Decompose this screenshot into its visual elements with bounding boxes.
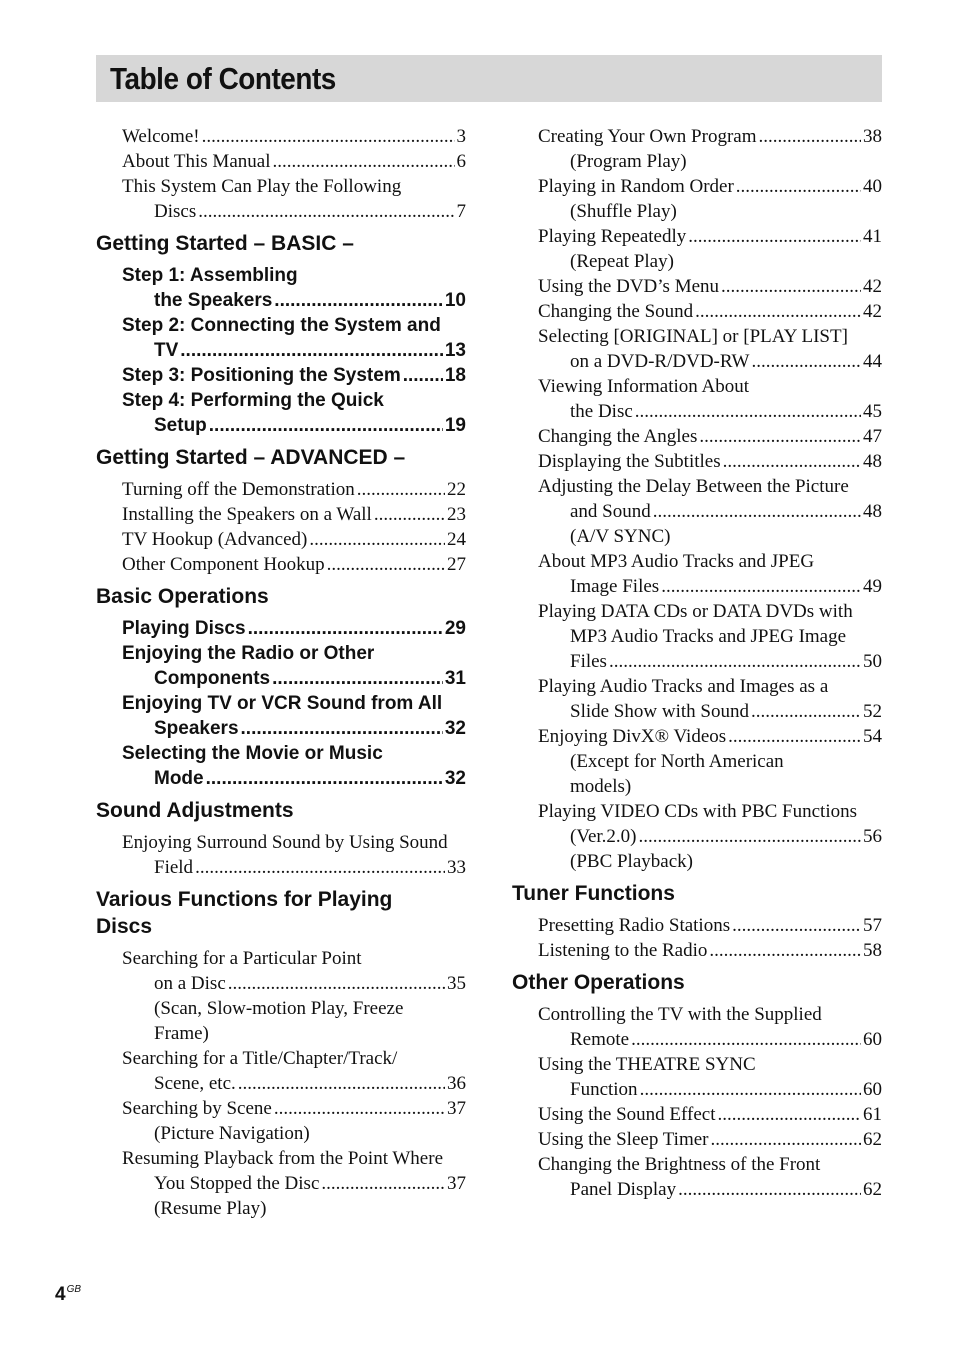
toc-entry-page: 52 xyxy=(863,701,882,722)
dot-leader xyxy=(309,527,445,552)
dot-leader xyxy=(228,971,445,996)
toc-column-left xyxy=(96,124,466,1221)
dot-leader xyxy=(403,363,443,388)
dot-leader xyxy=(751,699,861,724)
toc-entry xyxy=(538,274,882,299)
toc-entry-line xyxy=(538,1102,882,1127)
toc-entry-line xyxy=(538,124,882,149)
dot-leader xyxy=(640,1077,861,1102)
toc-entry-line xyxy=(122,149,466,174)
toc-entry-note: (Except for North American xyxy=(570,751,784,772)
toc-entry-title: Playing VIDEO CDs with PBC Functions xyxy=(538,801,857,822)
toc-entry xyxy=(122,263,466,313)
toc-group-tuner-functions xyxy=(538,913,882,963)
toc-entry-title: Enjoying DivX® Videos xyxy=(538,726,727,747)
toc-entry-line xyxy=(538,724,882,749)
toc-entry-note: (Picture Navigation) xyxy=(154,1123,310,1144)
dot-leader xyxy=(327,552,445,577)
section-heading-other-operations: Other Operations xyxy=(512,971,685,994)
toc-entry-title: Playing Discs xyxy=(122,618,246,639)
toc-entry xyxy=(538,1052,882,1102)
toc-entry-line xyxy=(538,349,882,374)
toc-entry-note: (A/V SYNC) xyxy=(570,526,671,547)
toc-entry-line xyxy=(122,527,466,552)
toc-entry-line xyxy=(122,552,466,577)
toc-entry-title: TV Hookup (Advanced) xyxy=(122,529,308,550)
dot-leader xyxy=(241,716,443,741)
dot-leader xyxy=(631,1027,861,1052)
toc-entry-title: Changing the Angles xyxy=(538,426,698,447)
toc-entry-page: 29 xyxy=(444,618,466,639)
toc-entry-note: (Repeat Play) xyxy=(570,251,674,272)
toc-entry-line xyxy=(122,1171,466,1196)
toc-entry xyxy=(538,724,882,799)
dot-leader xyxy=(180,338,443,363)
dot-leader xyxy=(710,1127,861,1152)
dot-leader xyxy=(688,224,861,249)
section-heading-advanced: Getting Started – ADVANCED – xyxy=(96,446,406,469)
toc-group-various-functions xyxy=(122,946,466,1221)
toc-entry-page: 45 xyxy=(863,401,882,422)
toc-entry xyxy=(122,830,466,880)
toc-entry xyxy=(122,124,466,149)
dot-leader xyxy=(609,649,861,674)
dot-leader xyxy=(661,574,861,599)
toc-entry-title: Resuming Playback from the Point Where xyxy=(122,1148,444,1169)
toc-entry xyxy=(122,527,466,552)
toc-entry xyxy=(122,313,466,363)
toc-entry-title: the Disc xyxy=(570,401,633,422)
toc-entry-line xyxy=(122,616,466,641)
toc-entry-page: 48 xyxy=(863,501,882,522)
section-heading-sound-adjustments: Sound Adjustments xyxy=(96,799,294,822)
toc-group-various-functions-continued xyxy=(538,124,882,874)
toc-entry-title: Changing the Brightness of the Front xyxy=(538,1154,821,1175)
dot-leader xyxy=(721,274,861,299)
toc-entry-title: Viewing Information About xyxy=(538,376,749,397)
toc-entry xyxy=(538,374,882,424)
section-heading-basic-operations: Basic Operations xyxy=(96,585,269,608)
dot-leader xyxy=(357,477,445,502)
toc-entry-page: 61 xyxy=(863,1104,882,1125)
toc-entry-title: Selecting [ORIGINAL] or [PLAY LIST] xyxy=(538,326,848,347)
toc-entry xyxy=(538,1152,882,1202)
toc-entry-title: Mode xyxy=(154,768,204,789)
title-bar xyxy=(96,55,882,102)
toc-entry xyxy=(538,913,882,938)
toc-entry-title: Displaying the Subtitles xyxy=(538,451,721,472)
page-number-suffix: GB xyxy=(66,1284,82,1295)
toc-entry-page: 49 xyxy=(863,576,882,597)
toc-entry-page: 56 xyxy=(863,826,882,847)
dot-leader xyxy=(718,1102,862,1127)
toc-entry xyxy=(538,299,882,324)
toc-entry xyxy=(538,599,882,674)
toc-entry-title: Changing the Sound xyxy=(538,301,694,322)
toc-entry xyxy=(538,324,882,374)
section-heading-various-line2: Discs xyxy=(96,915,153,938)
toc-entry-line xyxy=(538,1027,882,1052)
toc-entry-page: 35 xyxy=(447,973,466,994)
toc-entry-title: Enjoying Surround Sound by Using Sound xyxy=(122,832,448,853)
dot-leader xyxy=(699,424,861,449)
toc-entry-page: 50 xyxy=(863,651,882,672)
toc-entry-page: 48 xyxy=(863,451,882,472)
toc-entry-line xyxy=(122,766,466,791)
toc-entry-page: 6 xyxy=(456,151,466,172)
toc-entry-page: 60 xyxy=(863,1079,882,1100)
toc-entry-line xyxy=(538,1177,882,1202)
toc-entry-title: Searching for a Particular Point xyxy=(122,948,362,969)
toc-entry-title: Setup xyxy=(154,415,207,436)
toc-entry-page: 31 xyxy=(444,668,466,689)
dot-leader xyxy=(678,1177,861,1202)
dot-leader xyxy=(206,766,443,791)
toc-entry-title: Creating Your Own Program xyxy=(538,126,757,147)
toc-entry-line xyxy=(122,666,466,691)
dot-leader xyxy=(723,449,861,474)
toc-entry-line xyxy=(538,499,882,524)
toc-entry-note: (Resume Play) xyxy=(154,1198,267,1219)
toc-entry xyxy=(538,799,882,874)
toc-entry-title: Adjusting the Delay Between the Picture xyxy=(538,476,849,497)
page-number xyxy=(55,1284,81,1306)
toc-entry-title: Playing DATA CDs or DATA DVDs with xyxy=(538,601,853,622)
toc-entry-line xyxy=(122,199,466,224)
toc-entry xyxy=(122,641,466,691)
dot-leader xyxy=(198,199,454,224)
toc-entry xyxy=(538,549,882,599)
dot-leader xyxy=(374,502,445,527)
page-number-value: 4 xyxy=(55,1284,66,1305)
toc-entry-title: the Speakers xyxy=(154,290,273,311)
toc-entry-title: Searching for a Title/Chapter/Track/ xyxy=(122,1048,398,1069)
toc-entry-title: on a Disc xyxy=(154,973,226,994)
dot-leader xyxy=(759,124,862,149)
dot-leader xyxy=(274,288,443,313)
toc-entry-page: 41 xyxy=(863,226,882,247)
dot-leader xyxy=(751,349,861,374)
toc-entry-title: Field xyxy=(154,857,194,878)
toc-entry-page: 58 xyxy=(863,940,882,961)
toc-entry-page: 33 xyxy=(447,857,466,878)
toc-entry-title: Enjoying TV or VCR Sound from All xyxy=(122,693,443,714)
toc-entry-note: (Shuffle Play) xyxy=(570,201,677,222)
toc-entry-title: Enjoying the Radio or Other xyxy=(122,643,375,664)
toc-entry xyxy=(538,424,882,449)
toc-entry-line xyxy=(122,716,466,741)
toc-entry-title: TV xyxy=(154,340,179,361)
dot-leader xyxy=(736,174,861,199)
toc-entry xyxy=(122,1046,466,1096)
toc-entry-page: 13 xyxy=(444,340,466,361)
dot-leader xyxy=(638,824,861,849)
toc-entry-line xyxy=(538,824,882,849)
toc-entry-title: Presetting Radio Stations xyxy=(538,915,731,936)
section-heading-tuner-functions: Tuner Functions xyxy=(512,882,675,905)
toc-entry-page: 3 xyxy=(456,126,466,147)
toc-entry-note: (Scan, Slow-motion Play, Freeze xyxy=(154,998,404,1019)
toc-entry-title: Playing Repeatedly xyxy=(538,226,687,247)
toc-entry xyxy=(538,938,882,963)
section-heading-various-functions xyxy=(96,886,466,940)
toc-entry-page: 60 xyxy=(863,1029,882,1050)
toc-entry xyxy=(122,477,466,502)
toc-entry xyxy=(538,1102,882,1127)
toc-entry-line xyxy=(122,413,466,438)
toc-entry xyxy=(538,1127,882,1152)
toc-entry-line xyxy=(538,399,882,424)
toc-entry-title: Scene, etc. xyxy=(154,1073,236,1094)
toc-entry-page: 42 xyxy=(863,301,882,322)
toc-entry-page: 62 xyxy=(863,1179,882,1200)
toc-entry-line xyxy=(538,299,882,324)
toc-entry-title: Using the DVD’s Menu xyxy=(538,276,720,297)
toc-entry-title: Searching by Scene xyxy=(122,1098,272,1119)
toc-entry-line xyxy=(538,649,882,674)
toc-entry-title: Step 2: Connecting the System and xyxy=(122,315,441,336)
toc-entry-line xyxy=(122,1071,466,1096)
toc-entry-line xyxy=(538,174,882,199)
toc-group-intro xyxy=(122,124,466,224)
toc-entry xyxy=(538,474,882,549)
toc-entry-line xyxy=(122,502,466,527)
dot-leader xyxy=(709,938,861,963)
toc-entry-title: Step 1: Assembling xyxy=(122,265,298,286)
toc-entry-title: Using the Sound Effect xyxy=(538,1104,716,1125)
toc-entry-title: Playing in Random Order xyxy=(538,176,734,197)
toc-entry-title: Other Component Hookup xyxy=(122,554,325,575)
toc-entry-continuation: MP3 Audio Tracks and JPEG Image xyxy=(570,626,847,647)
toc-group-other-operations xyxy=(538,1002,882,1202)
toc-entry-title: Using the THEATRE SYNC xyxy=(538,1054,756,1075)
toc-entry-title: You Stopped the Disc xyxy=(154,1173,320,1194)
toc-entry-page: 23 xyxy=(447,504,466,525)
toc-entry-line xyxy=(122,124,466,149)
toc-entry-title: on a DVD-R/DVD-RW xyxy=(570,351,750,372)
toc-entry-title: Components xyxy=(154,668,271,689)
toc-entry-line xyxy=(538,274,882,299)
toc-entry xyxy=(122,363,466,388)
toc-entry-line xyxy=(122,338,466,363)
toc-entry-page: 62 xyxy=(863,1129,882,1150)
section-heading-basic: Getting Started – BASIC – xyxy=(96,232,354,255)
toc-entry xyxy=(122,149,466,174)
toc-entry-page: 37 xyxy=(447,1173,466,1194)
toc-entry xyxy=(122,741,466,791)
toc-entry-page: 44 xyxy=(863,351,882,372)
toc-entry-title: Image Files xyxy=(570,576,660,597)
toc-entry-note: models) xyxy=(570,776,632,797)
toc-entry-page: 24 xyxy=(447,529,466,550)
toc-entry-title: Installing the Speakers on a Wall xyxy=(122,504,372,525)
toc-entry xyxy=(122,174,466,224)
dot-leader xyxy=(238,1071,445,1096)
toc-entry-page: 32 xyxy=(444,718,466,739)
dot-leader xyxy=(272,149,454,174)
toc-entry-title: Playing Audio Tracks and Images as a xyxy=(538,676,829,697)
toc-entry-title: Function xyxy=(570,1079,638,1100)
toc-entry-title: Listening to the Radio xyxy=(538,940,708,961)
toc-entry-title: This System Can Play the Following xyxy=(122,176,402,197)
toc-entry xyxy=(122,552,466,577)
toc-entry-page: 10 xyxy=(444,290,466,311)
toc-entry-line xyxy=(538,449,882,474)
toc-entry xyxy=(122,691,466,741)
toc-entry-line xyxy=(122,288,466,313)
toc-entry-line xyxy=(538,913,882,938)
toc-group-basic xyxy=(122,263,466,438)
toc-entry xyxy=(122,1096,466,1146)
toc-entry xyxy=(122,1146,466,1221)
toc-entry-page: 27 xyxy=(447,554,466,575)
toc-entry-line xyxy=(122,477,466,502)
toc-entry-note: Frame) xyxy=(154,1023,209,1044)
toc-entry-title: About MP3 Audio Tracks and JPEG xyxy=(538,551,815,572)
toc-entry-title: Panel Display xyxy=(570,1179,677,1200)
toc-entry-line xyxy=(122,855,466,880)
toc-entry-page: 54 xyxy=(863,726,882,747)
dot-leader xyxy=(202,124,455,149)
toc-entry-line xyxy=(538,1077,882,1102)
toc-entry-page: 36 xyxy=(447,1073,466,1094)
toc-entry-title: About This Manual xyxy=(122,151,271,172)
toc-entry-title: Discs xyxy=(154,201,197,222)
toc-entry-title: (Ver.2.0) xyxy=(570,826,637,847)
toc-entry-title: Remote xyxy=(570,1029,630,1050)
dot-leader xyxy=(728,724,861,749)
toc-entry-page: 7 xyxy=(456,201,466,222)
toc-entry-line xyxy=(538,938,882,963)
toc-entry-page: 38 xyxy=(863,126,882,147)
toc-entry-line xyxy=(122,971,466,996)
toc-entry-page: 40 xyxy=(863,176,882,197)
toc-entry-title: Step 4: Performing the Quick xyxy=(122,390,384,411)
toc-entry-page: 19 xyxy=(444,415,466,436)
toc-entry-page: 18 xyxy=(444,365,466,386)
toc-entry-page: 57 xyxy=(863,915,882,936)
toc-entry xyxy=(538,174,882,224)
toc-entry-page: 42 xyxy=(863,276,882,297)
toc-entry-title: Controlling the TV with the Supplied xyxy=(538,1004,822,1025)
dot-leader xyxy=(732,913,861,938)
toc-entry-note: (Program Play) xyxy=(570,151,687,172)
toc-group-basic-operations xyxy=(122,616,466,791)
dot-leader xyxy=(195,855,445,880)
toc-entry xyxy=(538,449,882,474)
dot-leader xyxy=(248,616,443,641)
toc-entry xyxy=(122,388,466,438)
toc-entry-line xyxy=(538,224,882,249)
toc-entry-title: Speakers xyxy=(154,718,239,739)
toc-entry-page: 22 xyxy=(447,479,466,500)
toc-entry-title: Using the Sleep Timer xyxy=(538,1129,709,1150)
toc-entry-line xyxy=(538,1127,882,1152)
toc-entry xyxy=(122,502,466,527)
section-heading-various-line1: Various Functions for Playing xyxy=(96,888,393,911)
dot-leader xyxy=(653,499,861,524)
toc-entry-page: 37 xyxy=(447,1098,466,1119)
toc-entry-page: 32 xyxy=(444,768,466,789)
dot-leader xyxy=(321,1171,445,1196)
toc-entry xyxy=(122,616,466,641)
toc-entry xyxy=(538,224,882,274)
dot-leader xyxy=(209,413,443,438)
dot-leader xyxy=(274,1096,445,1121)
page-title: Table of Contents xyxy=(110,61,336,96)
toc-entry-title: Step 3: Positioning the System xyxy=(122,365,401,386)
toc-entry-title: Turning off the Demonstration xyxy=(122,479,355,500)
toc-entry-line xyxy=(538,424,882,449)
toc-entry xyxy=(538,674,882,724)
toc-entry xyxy=(122,946,466,1046)
dot-leader xyxy=(695,299,861,324)
toc-entry-line xyxy=(122,1096,466,1121)
toc-entry-title: Files xyxy=(570,651,607,672)
toc-entry-title: and Sound xyxy=(570,501,651,522)
dot-leader xyxy=(272,666,443,691)
toc-entry xyxy=(538,1002,882,1052)
toc-entry-line xyxy=(122,363,466,388)
toc-group-sound-adjustments xyxy=(122,830,466,880)
toc-entry xyxy=(538,124,882,174)
dot-leader xyxy=(635,399,861,424)
toc-entry-title: Slide Show with Sound xyxy=(570,701,749,722)
toc-entry-note: (PBC Playback) xyxy=(570,851,693,872)
toc-entry-line xyxy=(538,699,882,724)
toc-entry-page: 47 xyxy=(863,426,882,447)
toc-entry-title: Welcome! xyxy=(122,126,200,147)
toc-entry-title: Selecting the Movie or Music xyxy=(122,743,383,764)
toc-group-advanced xyxy=(122,477,466,577)
toc-column-right xyxy=(512,124,882,1202)
toc-entry-line xyxy=(538,574,882,599)
